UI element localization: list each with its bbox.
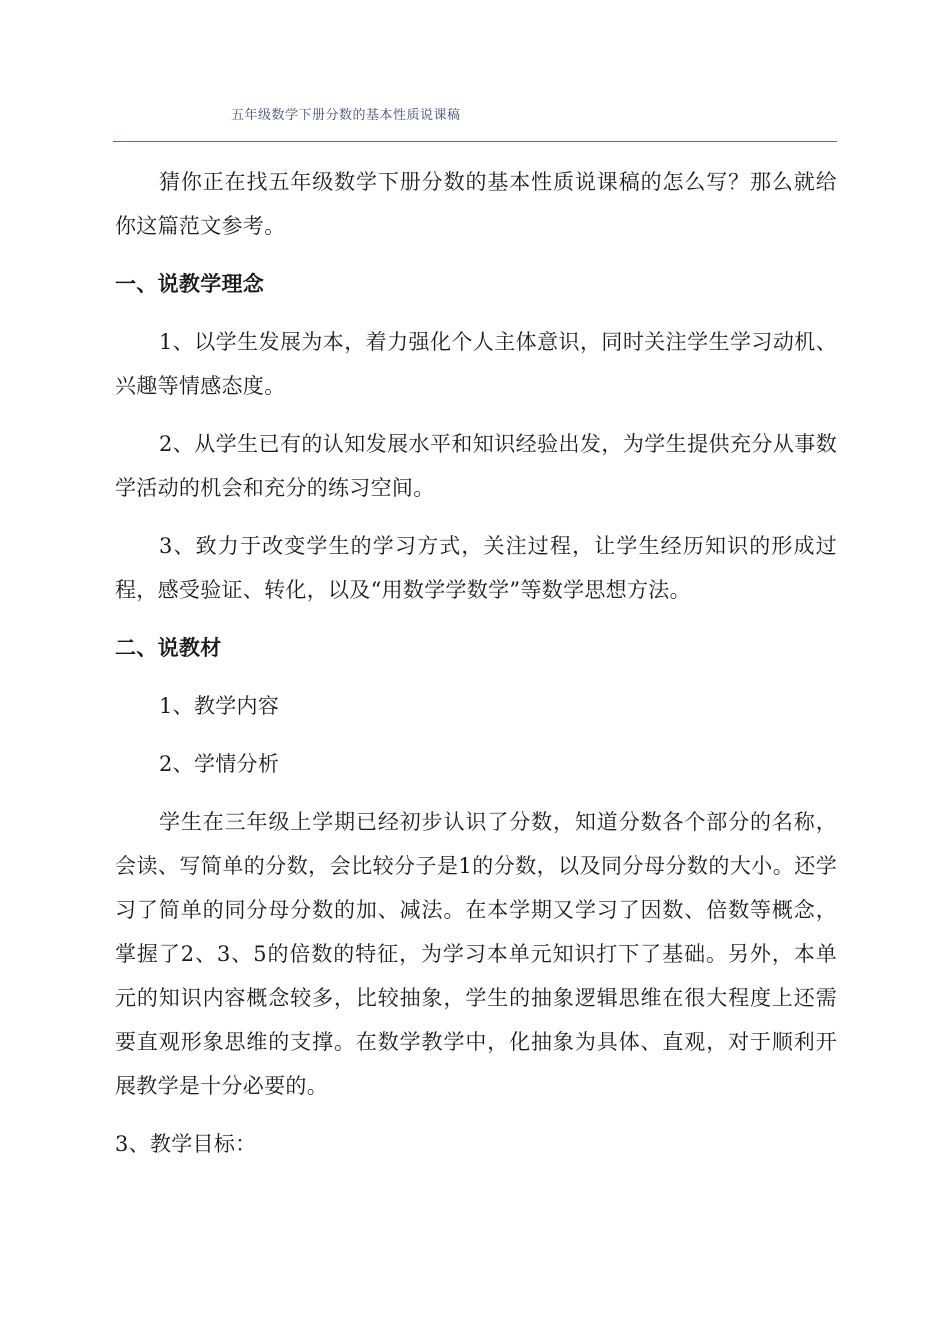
- subheading-learning-analysis: 2、学情分析: [159, 752, 280, 776]
- intro-paragraph: 猜你正在找五年级数学下册分数的基本性质说课稿的怎么写？那么就给你这篇范文参考。: [115, 170, 837, 238]
- document-body: [115, 160, 837, 1166]
- section-heading-textbook: 二、说教材: [115, 636, 222, 660]
- header-divider: [113, 141, 837, 142]
- philosophy-item-2: 2、从学生已有的认知发展水平和知识经验出发，为学生提供充分从事数学活动的机会和充分的练习空间。: [115, 432, 837, 500]
- subheading-teaching-goals: 3、教学目标：: [115, 1132, 257, 1156]
- learning-analysis-paragraph: 学生在三年级上学期已经初步认识了分数，知道分数各个部分的名称，会读、写简单的分数，会比较分子是1的分数，以及同分母分数的大小。还学习了简单的同分母分数的加、减法。在本学期又学习了因数、倍数等概念，掌握了2、3、5的倍数的特征，为学习本单元知识打下了基础。另外，本单元的知识内容概念较多，比较抽象，学生的抽象逻辑思维在很大程度上还需要直观形象思维的支撑。在数学教学中，化抽象为具体、直观，对于顺利开展教学是十分必要的。: [115, 810, 837, 1098]
- philosophy-item-1: 1、以学生发展为本，着力强化个人主体意识，同时关注学生学习动机、兴趣等情感态度。: [115, 330, 837, 398]
- section-heading-teaching-philosophy: 一、说教学理念: [115, 272, 265, 296]
- running-header-title: 五年级数学下册分数的基本性质说课稿: [231, 108, 461, 123]
- subheading-teaching-content: 1、教学内容: [159, 694, 280, 718]
- philosophy-item-3: 3、致力于改变学生的学习方式，关注过程，让学生经历知识的形成过程，感受验证、转化，以及“用数学学数学”等数学思想方法。: [115, 534, 837, 602]
